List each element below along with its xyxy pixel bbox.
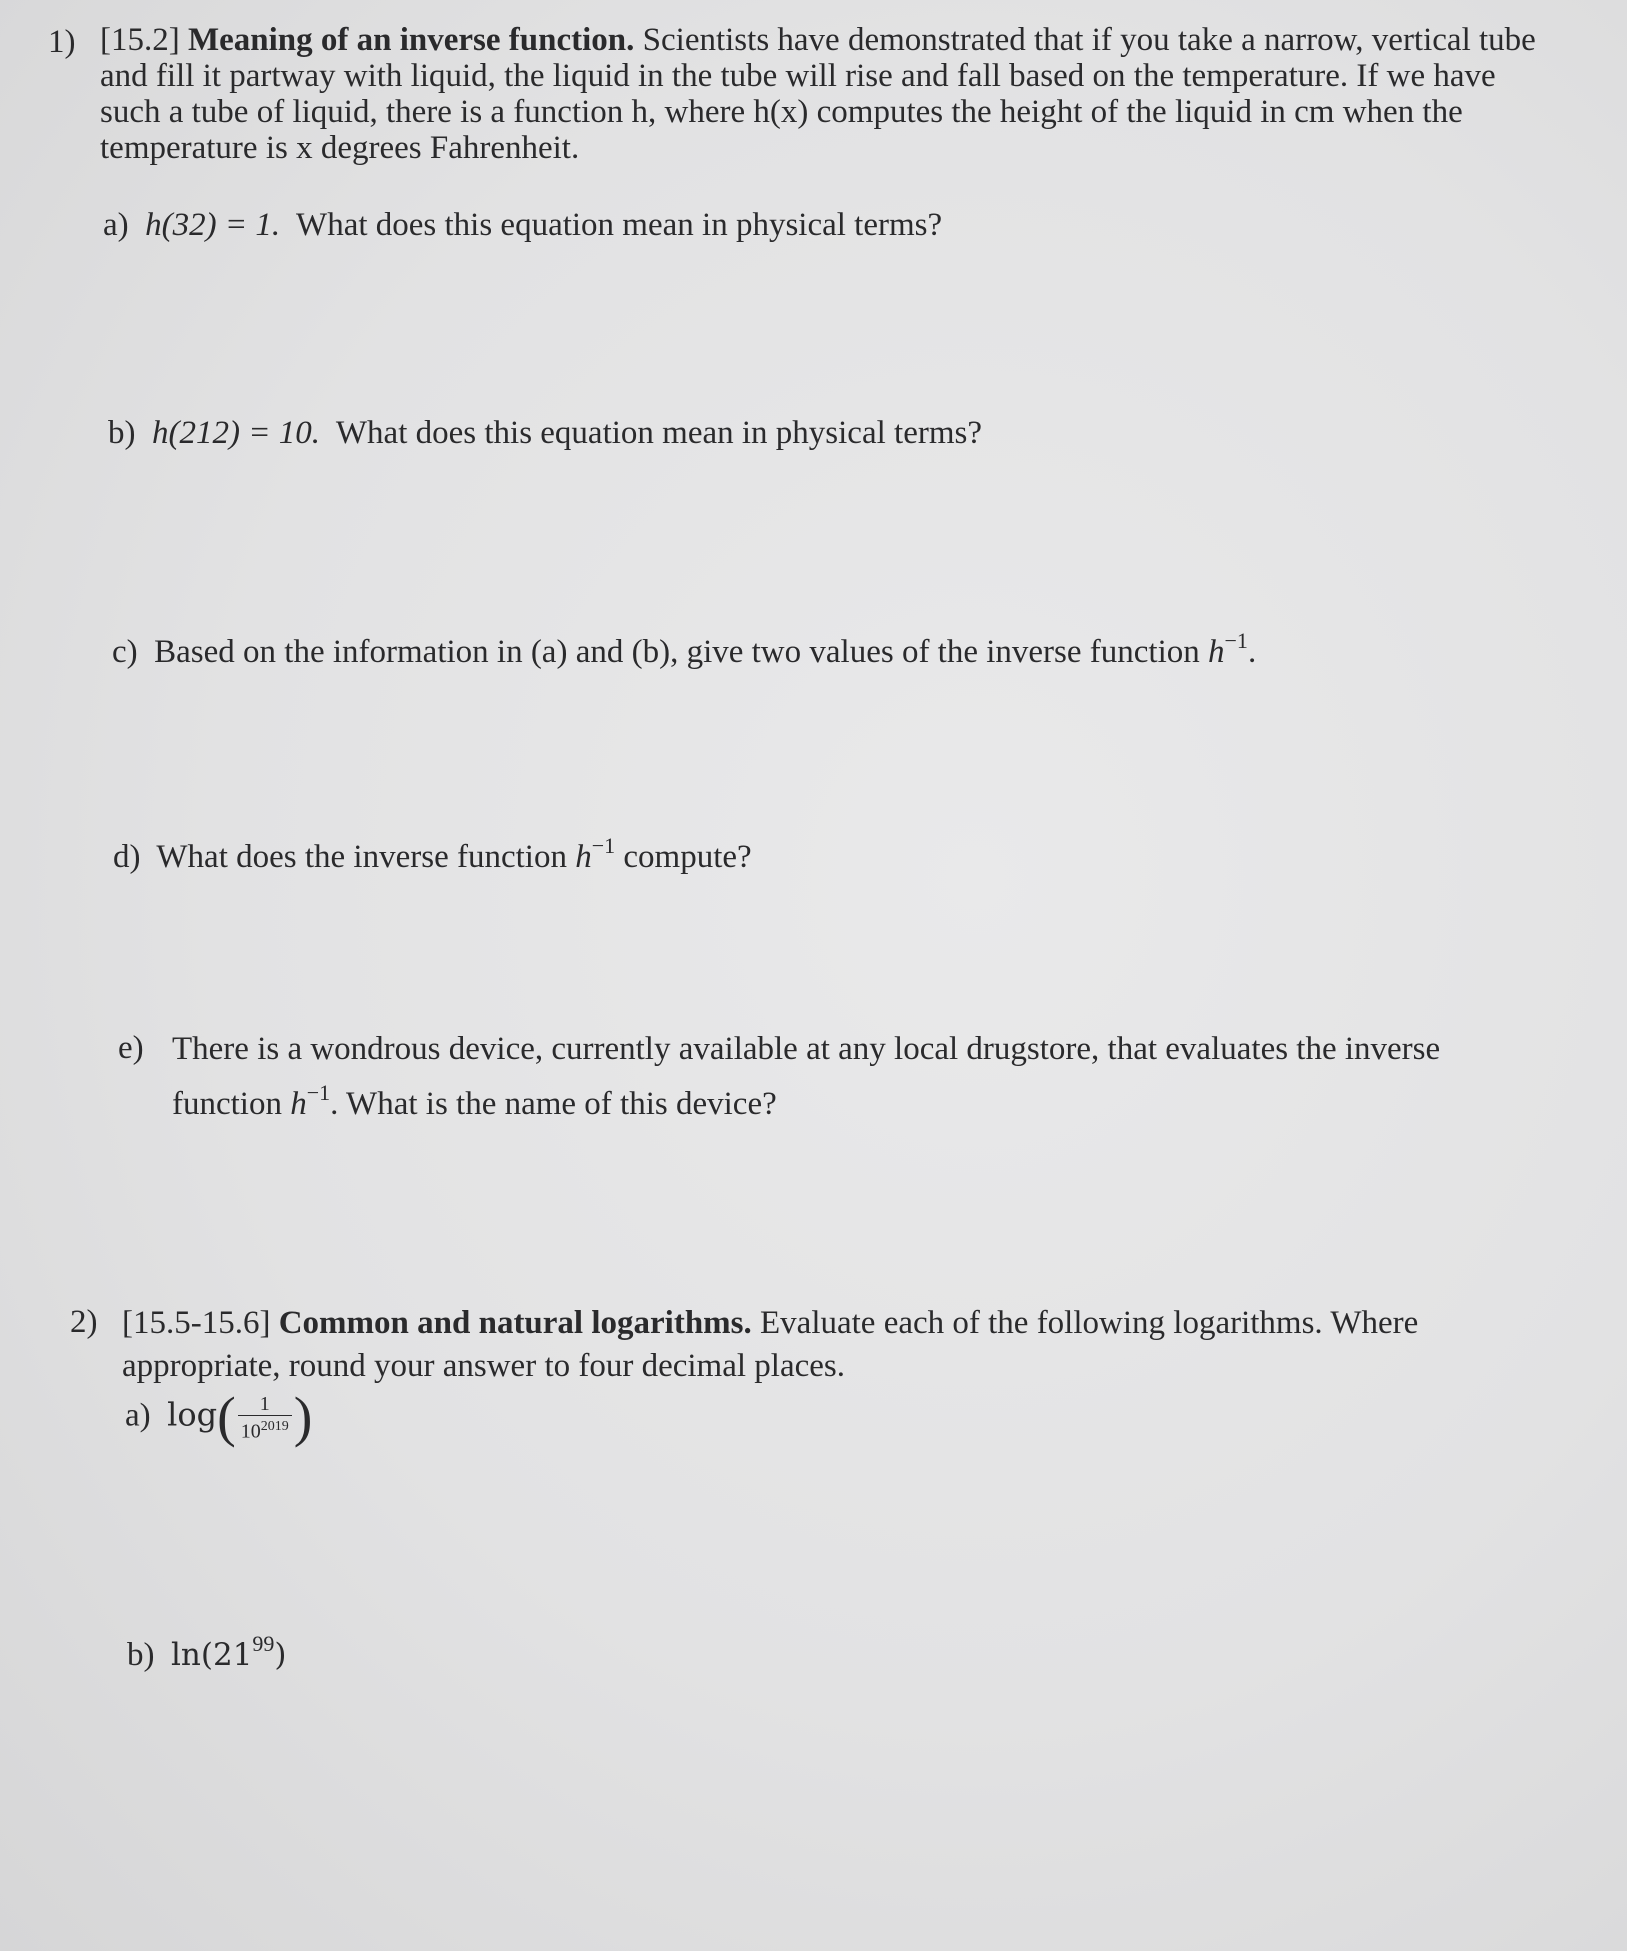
question-line-2	[172, 1071, 1538, 1126]
den-base: 10	[240, 1420, 261, 1443]
problem-1-title: Meaning of an inverse function.	[187, 22, 635, 58]
problem-2-number: 2)	[70, 1304, 98, 1340]
question-tail: .	[1247, 634, 1257, 670]
problem-1-intro: Scientists have demonstrated that if you take a narrow, vertical tube and fill it partway with liquid, the liquid in the tube will rise and fall based on the temperature. If we have such a tube of liquid, there is a function h, where h(x) computes the height of the liquid in cm when the temperature is x degrees Fahrenheit.	[100, 22, 1536, 166]
problem-1b	[108, 413, 982, 454]
part-label: c)	[112, 634, 138, 670]
inverse-exp: −1	[1224, 628, 1248, 653]
problem-2-intro: Evaluate each of the following logarithms. Where appropriate, round your answer to four decimal places.	[122, 1305, 1419, 1384]
problem-1-tag: [15.2]	[100, 22, 180, 58]
question-line-1: There is a wondrous device, currently available at any local drugstore, that evaluates the inverse	[172, 1031, 1441, 1067]
problem-2b	[127, 1623, 287, 1676]
problem-2	[70, 1302, 1550, 1388]
problem-2-text	[122, 1302, 1532, 1388]
denominator	[238, 1416, 292, 1443]
question-text: function	[172, 1086, 291, 1122]
question-text: What does this equation mean in physical terms?	[335, 415, 982, 451]
ln-exp: 99	[252, 1631, 275, 1656]
question-text: What does this equation mean in physical terms?	[296, 207, 943, 243]
log-fn: log	[167, 1395, 218, 1434]
problem-2-title: Common and natural logarithms.	[278, 1305, 752, 1341]
ln-fn: ln(21	[171, 1637, 253, 1673]
part-label: b)	[108, 415, 136, 451]
question-tail: . What is the name of this device?	[330, 1086, 777, 1122]
problem-1-number: 1)	[48, 24, 76, 60]
inverse-fn: h	[575, 839, 592, 875]
question-tail: compute?	[615, 839, 752, 875]
part-label: b)	[127, 1637, 155, 1673]
numerator: 1	[238, 1393, 292, 1416]
right-paren: )	[293, 1386, 313, 1449]
inverse-fn: h	[1208, 634, 1225, 670]
left-paren: (	[217, 1386, 236, 1449]
equation: h(212) = 10.	[152, 415, 320, 451]
problem-1e	[118, 1028, 1538, 1126]
part-label: e)	[118, 1030, 144, 1066]
problem-1d	[113, 825, 752, 878]
ln-tail: )	[274, 1637, 287, 1673]
question-text: What does the inverse function	[156, 839, 576, 875]
question-text: Based on the information in (a) and (b), give two values of the inverse function	[154, 634, 1209, 670]
inverse-exp: −1	[306, 1080, 331, 1105]
inverse-fn: h	[290, 1086, 307, 1122]
problem-1a	[103, 205, 942, 246]
problem-2-tag: [15.5-15.6]	[122, 1305, 271, 1341]
problem-1-text	[100, 22, 1540, 166]
problem-2a	[125, 1386, 313, 1449]
part-label: d)	[113, 839, 141, 875]
part-label: a)	[103, 207, 129, 243]
equation: h(32) = 1.	[145, 207, 281, 243]
problem-1	[48, 22, 1548, 166]
inverse-exp: −1	[591, 833, 616, 858]
problem-1c	[112, 620, 1256, 673]
part-label: a)	[125, 1397, 151, 1434]
den-exp: 2019	[260, 1419, 289, 1434]
fraction	[238, 1393, 292, 1443]
